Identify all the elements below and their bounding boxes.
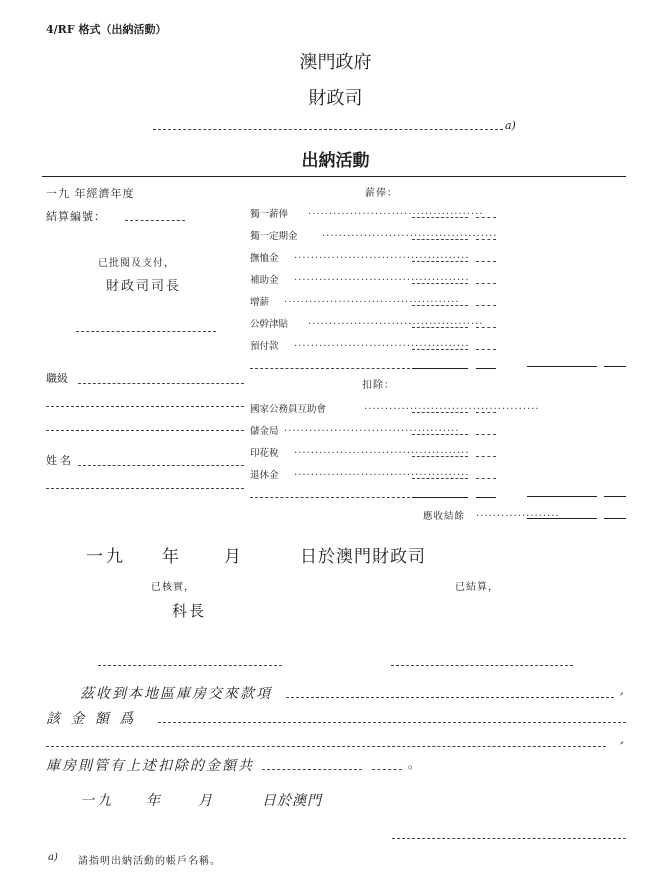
settled-signature-line xyxy=(391,665,573,666)
account-footnote-marker: a) xyxy=(505,119,516,132)
name-line-2 xyxy=(46,488,244,489)
leader-dots: .......................................... xyxy=(294,467,470,478)
salary-item: 撫恤金 xyxy=(250,253,279,264)
receipt-date-month: 月 xyxy=(198,793,212,809)
receipt-source-line xyxy=(286,697,614,698)
comma: , xyxy=(620,732,624,746)
date-year-label: 年 xyxy=(162,547,179,567)
amount-line xyxy=(412,456,468,457)
salary-subtotal-line xyxy=(250,368,410,369)
amount-cents-line xyxy=(476,412,496,413)
amount-cents-line xyxy=(476,478,496,479)
amount-line xyxy=(412,261,468,262)
leader-dots: .......................................... xyxy=(284,294,460,305)
name-label: 姓名 xyxy=(46,454,74,467)
amount-cents-line xyxy=(476,239,496,240)
amount-cents-line xyxy=(476,217,496,218)
fiscal-year-label: 一九 年經濟年度 xyxy=(46,187,135,200)
salary-item: 預付款 xyxy=(250,341,279,352)
section-chief-title: 科長 xyxy=(172,602,207,620)
form-code: 4/RF 格式（出納活動） xyxy=(46,23,167,36)
settlement-number-label: 結算編號： xyxy=(46,210,106,223)
approved-label: 已批閱及支付， xyxy=(98,258,175,269)
section-chief-signature-line xyxy=(98,665,282,666)
rank-line-3 xyxy=(46,430,244,431)
deductions-subtotal-line xyxy=(250,497,410,498)
footnote-marker: a) xyxy=(48,852,58,863)
date-month-label: 月 xyxy=(224,547,241,567)
document-title: 出納活動 xyxy=(301,151,370,171)
amount-cents-line xyxy=(476,261,496,262)
leader-dots: .......................................... xyxy=(294,338,470,349)
amount-line xyxy=(412,412,468,413)
leader-dots: .......................................... xyxy=(322,228,498,239)
date-year-prefix: 一九 xyxy=(86,547,126,567)
date-place: 日於澳門財政司 xyxy=(300,547,426,567)
deductions-total-amount xyxy=(527,496,597,497)
leader-dots: .......................................... xyxy=(294,445,470,456)
receipt-line-1: 茲收到本地區庫房交來款項 xyxy=(80,686,272,702)
rank-line-2 xyxy=(46,406,244,407)
rank-line xyxy=(78,383,244,384)
deductions-subtotal-cents xyxy=(476,497,496,498)
amount-line xyxy=(412,327,468,328)
salary-subtotal-amount xyxy=(412,368,468,369)
director-title: 財政司司長 xyxy=(106,279,182,294)
leader-dots: .......................................... xyxy=(364,401,540,412)
amount-line xyxy=(412,283,468,284)
settlement-number-line xyxy=(125,220,185,221)
receipt-line-4: 庫房則管有上述扣除的金額共 xyxy=(46,758,254,774)
comma: , xyxy=(620,683,624,697)
leader-dots: .......................................... xyxy=(294,272,470,283)
name-line xyxy=(78,465,244,466)
deducted-amount-line xyxy=(262,769,362,770)
amount-cents-line xyxy=(476,327,496,328)
period: 。 xyxy=(408,757,421,771)
government-title: 澳門政府 xyxy=(299,52,372,73)
director-signature-line xyxy=(76,331,216,332)
salary-total-cents xyxy=(604,366,626,367)
deduction-item: 印花稅 xyxy=(250,448,279,459)
receipt-date-year: 年 xyxy=(146,793,160,809)
leader-dots: .......................................... xyxy=(294,250,470,261)
salary-item: 獨一薪俸 xyxy=(250,209,289,220)
amount-cents-line xyxy=(476,305,496,306)
verified-label: 已核實， xyxy=(151,582,195,593)
deducted-cents-line xyxy=(372,769,402,770)
deduction-item: 退休金 xyxy=(250,470,279,481)
deductions-heading: 扣除： xyxy=(362,380,395,391)
salary-item: 獨一定期金 xyxy=(250,231,298,242)
salary-item: 補助金 xyxy=(250,275,279,286)
leader-dots: .......................................... xyxy=(284,423,460,434)
net-balance-label: 應收結餘 xyxy=(423,511,466,522)
deductions-total-cents xyxy=(604,496,626,497)
receipt-date-prefix: 一九 xyxy=(80,793,114,809)
amount-line xyxy=(412,217,468,218)
amount-line xyxy=(412,434,468,435)
amount-line xyxy=(412,305,468,306)
rank-label: 職級 xyxy=(46,372,68,385)
amount-cents-line xyxy=(476,349,496,350)
deduction-item: 國家公務員互助會 xyxy=(250,404,327,415)
leader-dots: .................... xyxy=(476,508,560,519)
receipt-amount-line-2 xyxy=(46,746,606,747)
settled-label: 已結算， xyxy=(455,582,499,593)
net-balance-amount xyxy=(527,518,597,519)
salary-total-amount xyxy=(527,366,597,367)
net-balance-cents xyxy=(604,518,626,519)
receipt-line-2: 該 金 額 爲 xyxy=(46,711,137,727)
leader-dots: .......................................... xyxy=(308,206,484,217)
leader-dots: .......................................... xyxy=(308,316,484,327)
department-title: 財政司 xyxy=(308,88,363,109)
salary-heading: 薪俸： xyxy=(365,188,398,199)
salary-subtotal-cents xyxy=(476,368,496,369)
salary-item: 增薪 xyxy=(250,297,270,308)
amount-cents-line xyxy=(476,456,496,457)
account-name-line xyxy=(153,129,503,130)
footnote-text: 請指明出納活動的帳戶名稱。 xyxy=(78,856,221,867)
amount-cents-line xyxy=(476,283,496,284)
amount-line xyxy=(412,478,468,479)
receipt-date-place: 日於澳門 xyxy=(262,793,322,809)
receipt-signature-line xyxy=(392,838,626,839)
receipt-amount-line xyxy=(158,722,626,723)
deductions-subtotal-amount xyxy=(412,497,468,498)
amount-cents-line xyxy=(476,434,496,435)
salary-item: 公幹津貼 xyxy=(250,319,289,330)
header-rule xyxy=(42,176,626,177)
amount-line xyxy=(412,239,468,240)
amount-line xyxy=(412,349,468,350)
deduction-item: 儲金局 xyxy=(250,426,279,437)
